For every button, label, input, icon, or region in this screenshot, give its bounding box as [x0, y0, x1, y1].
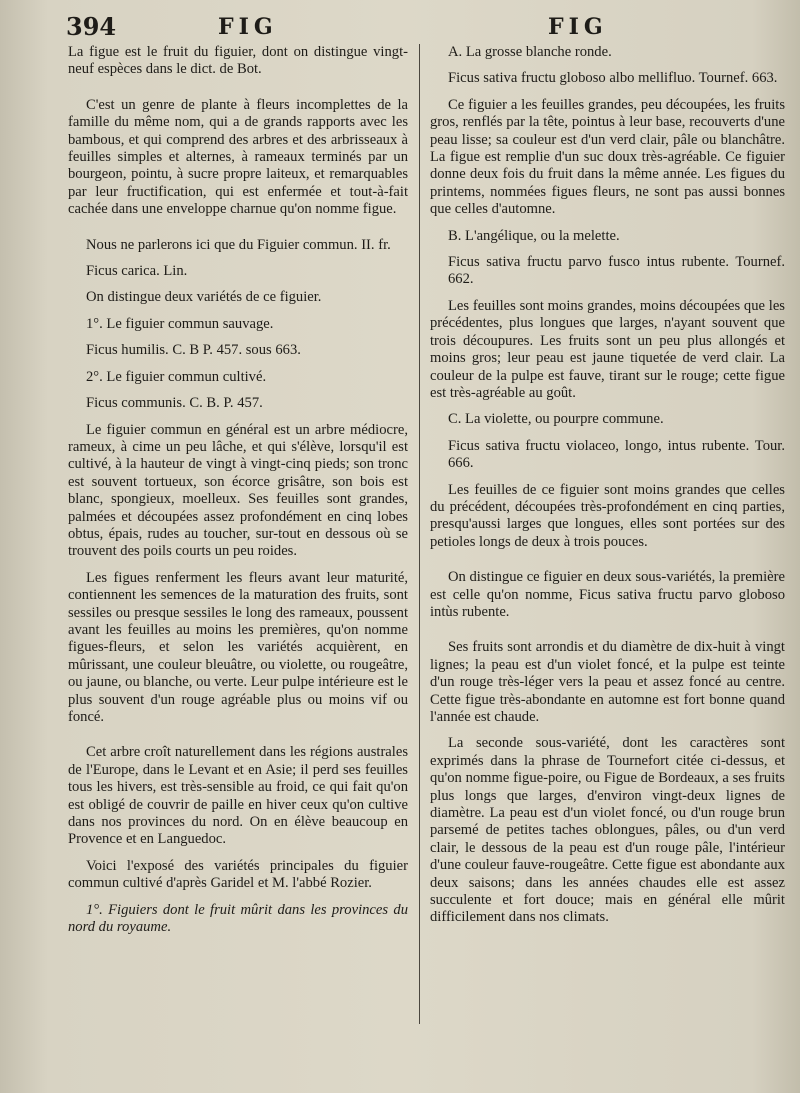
paragraph: C'est un genre de plante à fleurs incomplettes de la famille du même nom, qui a de grands rapports avec les bambous, et qui comprend des arbres et des arbrisseaux à feuilles simples et alternes, à rameaux terminés par un bourgeon, pointu, à sucre propre laiteux, et remarquables par leur fructification, qui est enfermée et tout-à-fait cachée dans une enveloppe charnue qu'on nomme figue.	[68, 96, 408, 218]
paragraph: B. L'angélique, ou la melette.	[448, 227, 620, 244]
paragraph: Les feuilles sont moins grandes, moins découpées que les précédentes, plus longues que larges, n'ayant souvent que trois découpures. Les fruits sont un peu plus allongés et moins gros; leur peau est jaune tiquetée de verd clair. La couleur de la pulpe est fauve, tirant sur le rouge; cette figue est très-agréable au goût.	[430, 297, 785, 401]
paragraph: 1°. Le figuier commun sauvage.	[86, 315, 274, 332]
paragraph: Les figues renferment les fleurs avant leur maturité, contiennent les semences de la maturation des fruits, sont sessiles ou presque sessiles le long des rameaux, poussent avant les feuilles au moins les premières, qu'on nomme figues-fleurs, et selon les variétés acquièrent, en mûrissant, une couleur bleuâtre, ou violette, ou rougeâtre, ou jaune, ou blanche, ou verte. Leur pulpe intérieure est le plus souvent d'un rouge agréable plus ou moins vif ou foncé.	[68, 569, 408, 725]
paragraph: 1°. Figuiers dont le fruit mûrit dans les provinces du nord du royaume.	[68, 901, 408, 936]
right-text-column	[430, 44, 785, 936]
left-text-column	[68, 44, 408, 945]
paragraph: 2°. Le figuier commun cultivé.	[86, 368, 267, 385]
left-running-head: FIG	[218, 14, 278, 40]
right-running-head: FIG	[548, 14, 608, 40]
paragraph: On distingue deux variétés de ce figuier.	[86, 289, 322, 306]
page-number: 394	[66, 12, 117, 41]
paragraph: La figue est le fruit du figuier, dont on distingue vingt-neuf espèces dans le dict. de Bot.	[68, 44, 408, 78]
paragraph: Nous ne parlerons ici que du Figuier commun. II. fr.	[86, 236, 391, 253]
paragraph: C. La violette, ou pourpre commune.	[448, 411, 664, 428]
paragraph: Ficus humilis. C. B P. 457. sous 663.	[86, 342, 301, 359]
paragraph: Voici l'exposé des variétés principales du figuier commun cultivé d'après Garidel et M. l'abbé Rozier.	[68, 857, 408, 892]
column-divider	[419, 44, 420, 1024]
paragraph: Les feuilles de ce figuier sont moins grandes que celles du précédent, découpées très-profondément en cinq parties, presqu'aussi larges que longues, elles sont portées sur des petioles longs de deux à trois pouces.	[430, 481, 785, 550]
paragraph: Le figuier commun en général est un arbre médiocre, rameux, à cime un peu lâche, et qui s'élève, lorsqu'il est cultivé, à la hauteur de vingt à vingt-cinq pieds; son tronc est souvent tortueux, son écorce grisâtre, son bois est blanc, spongieux, moelleux. Ses feuilles sont grandes, palmées et découpées assez profondément en cinq lobes obtus, épais, rudes au toucher, sur-tout en dessous où se trouvent des poils courts un peu roides.	[68, 421, 408, 560]
paragraph: Ficus sativa fructu violaceo, longo, intus rubente. Tour. 666.	[448, 437, 785, 472]
paragraph: Ses fruits sont arrondis et du diamètre de dix-huit à vingt lignes; la peau est d'un violet foncé, et la pulpe est teinte d'un rouge très-léger vers la peau et assez foncé au centre. Cette figue très-abondante en automne est fort bonne quand l'année est chaude.	[430, 639, 785, 725]
paragraph: Ficus sativa fructu parvo fusco intus rubente. Tournef. 662.	[448, 254, 785, 288]
paragraph: Ficus communis. C. B. P. 457.	[86, 395, 263, 412]
paragraph: Ficus carica. Lin.	[86, 263, 188, 280]
paragraph: A. La grosse blanche ronde.	[448, 44, 612, 60]
paragraph: Cet arbre croît naturellement dans les régions australes de l'Europe, dans le Levant et en Asie; il perd ses feuilles tous les hivers, est très-sensible au froid, ce qui fait qu'on est obligé de couvrir de paille en hiver ceux qu'on cultive dans nos provinces du nord. On en élève beaucoup en Provence et en Languedoc.	[68, 744, 408, 848]
paragraph: On distingue ce figuier en deux sous-variétés, la première est celle qu'on nomme, Ficus sativa fructu parvo globoso intùs rubente.	[430, 569, 785, 620]
paragraph: Ce figuier a les feuilles grandes, peu découpées, les fruits gros, renflés par la tête, pointus à leur base, recouverts d'une peau lisse; sa couleur est d'un verd clair, pâle ou blanchâtre. La figue est remplie d'un suc doux très-agréable. Ce figuier donne deux fois du fruit dans la même année. Les figues du printems, nommées figues fleurs, ne sont pas aussi bonnes que celles d'automne.	[430, 96, 785, 218]
paragraph: Ficus sativa fructu globoso albo mellifluo. Tournef. 663.	[448, 70, 778, 87]
paragraph: La seconde sous-variété, dont les caractères sont exprimés dans la phrase de Tournefort citée ci-dessus, et qu'on nomme figue-poire, ou Figue de Bordeaux, a ses fruits plus longs que larges, d'environ vingt-deux lignes de diamètre. La peau est d'un violet foncé, ou d'un rouge brun parsemé de petites taches oblongues, pâles, ou d'un verd clair, le dessous de la peau est d'un rouge pâle, l'intérieur d'une couleur fauve-rougeâtre. Cette figue est abondante aux deux saisons; dans les années chaudes elle est assez succulente et fort douce; mais en général elle mûrit difficilement dans nos climats.	[430, 735, 785, 926]
